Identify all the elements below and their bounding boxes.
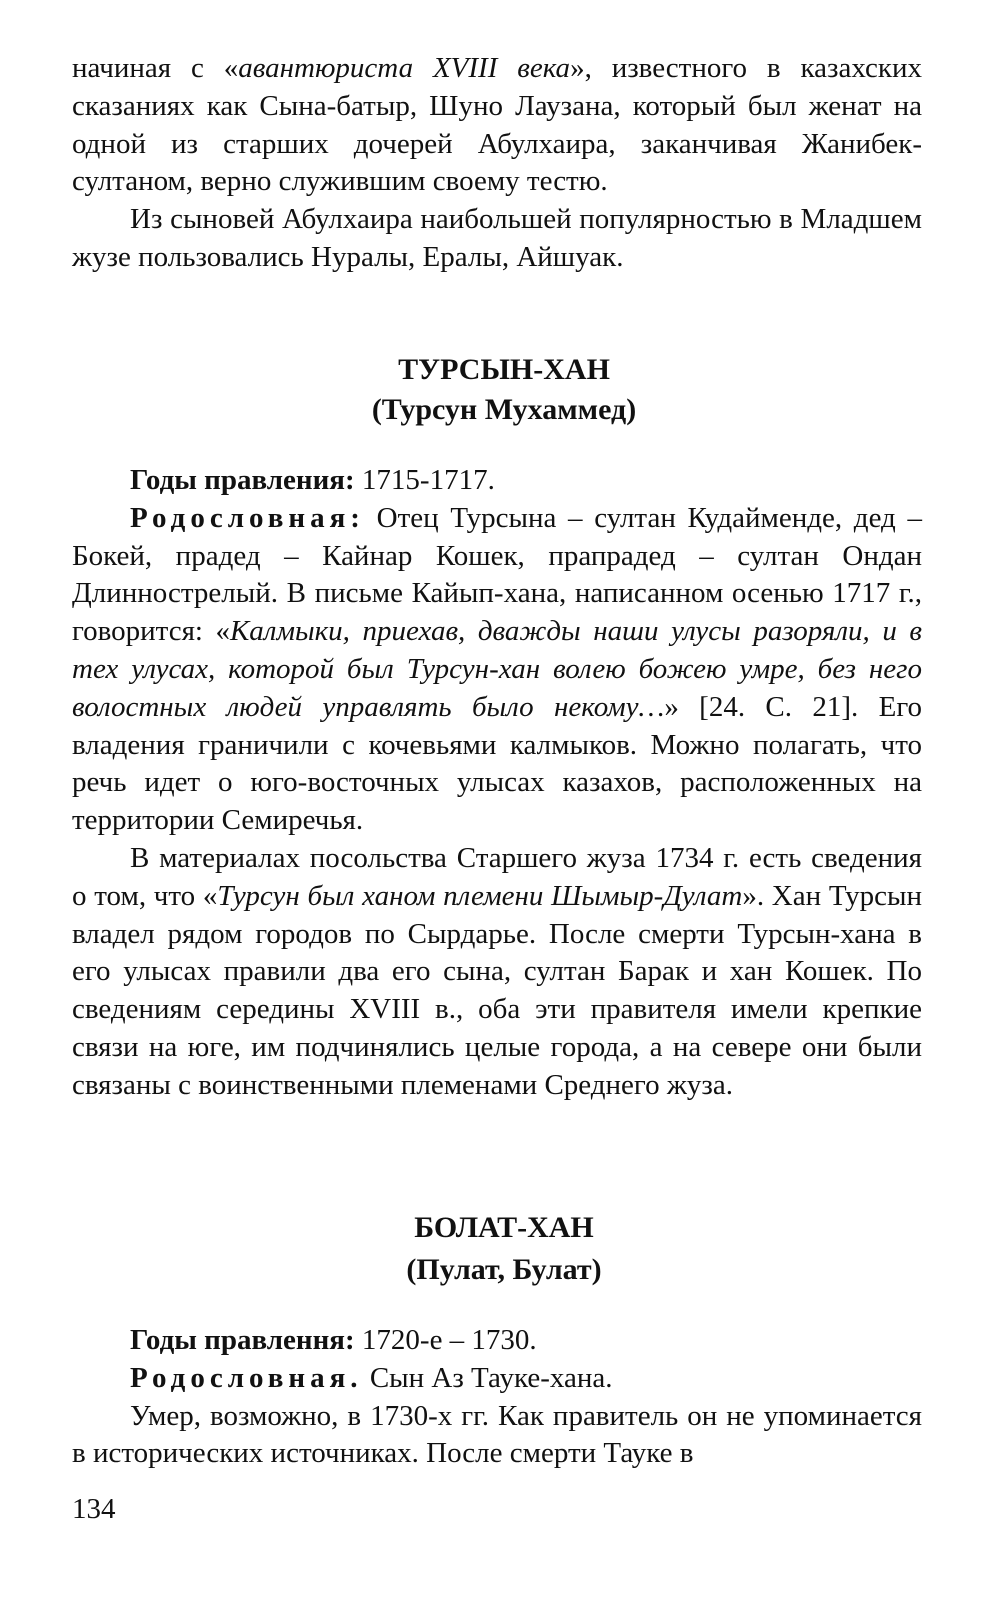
page-number: 134 xyxy=(72,1493,116,1525)
text-run: Сын Аз Тауке-хана. xyxy=(362,1361,613,1394)
text-run: В материалах посольства Старшего жуза 1734 г. есть сведения о том, что « xyxy=(72,841,922,912)
intro-paragraph-2: Из сыновей Абулхаира наибольшей популярностью в Младшем жузе пользовались Нуралы, Ералы, Айшуак. xyxy=(72,203,922,273)
text-run: начиная с « xyxy=(72,52,239,84)
section-title-tursyn: ТУРСЫН-ХАН xyxy=(398,353,610,386)
lineage-paragraph xyxy=(72,1360,922,1398)
lineage-paragraph xyxy=(72,500,922,840)
text-run: ». Хан Турсын владел рядом городов по Сырдарье. После смерти Турсын-хана в его улысах правили два его сына, султан Барак и хан Кошек. По сведениям середины XVIII в., оба эти правителя имели крепкие связи на юге, им подчинялись целые города, а на севере они были связаны с воинственными племенами Среднего жуза. xyxy=(72,879,923,1101)
text-run: » [24. С. 21]. Его владения граничили с кочевьями калмыков. Можно полагать, что речь идет о юго-восточных улысах казахов, расположенных на территории Семиречья. xyxy=(72,690,922,837)
section-body-tursyn xyxy=(72,462,922,1105)
intro-text xyxy=(72,50,922,277)
section-subtitle-tursyn: (Турсун Мухаммед) xyxy=(371,393,637,426)
embassy-paragraph xyxy=(72,840,922,1105)
section-title-bolat: БОЛАТ-ХАН xyxy=(414,1211,594,1244)
text-run: », известного в казахских сказаниях как Сына-батыр, Шуно Лаузана, который был женат на одной из старших дочерей Абулхаира, заканчивая Жанибек-султаном, верно служившим своему тестю. xyxy=(72,52,923,198)
reign-years-label: Годы правлення: xyxy=(130,1324,355,1356)
section-body-bolat xyxy=(72,1322,922,1473)
reign-years xyxy=(72,462,922,500)
text-run: Отец Турсына – султан Кудайменде, дед – Бокей, прадед – Кайнар Кошек, прапрадед – султан Ондан Длиннострелый. В письме Кайып-хана, написанном осенью 1717 г., говорится: « xyxy=(72,501,922,648)
italic-quote: Турсун был ханом племени Шымыр-Дулат xyxy=(217,879,743,912)
reign-years xyxy=(72,1322,922,1360)
reign-years-value: 1720-е – 1730. xyxy=(354,1324,537,1356)
italic-quote: авантюриста XVIII века xyxy=(238,52,571,84)
italic-quote: Калмыки, приехав, дважды наши улусы разоряли, и в тех улусах, которой был Турсун-хан волею божею умре, без него волостных людей управлять было некому… xyxy=(72,615,923,723)
lineage-label: Родословная: xyxy=(130,501,365,534)
intro-paragraph-1 xyxy=(72,50,922,201)
section-subtitle-bolat: (Пулат, Булат) xyxy=(406,1253,602,1286)
lineage-label: Родословная. xyxy=(130,1361,363,1394)
reign-years-value: 1715-1717. xyxy=(354,464,495,496)
reign-years-label: Годы правления: xyxy=(130,464,355,496)
death-paragraph: Умер, возможно, в 1730-х гг. Как правитель он не упоминается в исторических источниках. После смерти Тауке в xyxy=(72,1399,922,1470)
